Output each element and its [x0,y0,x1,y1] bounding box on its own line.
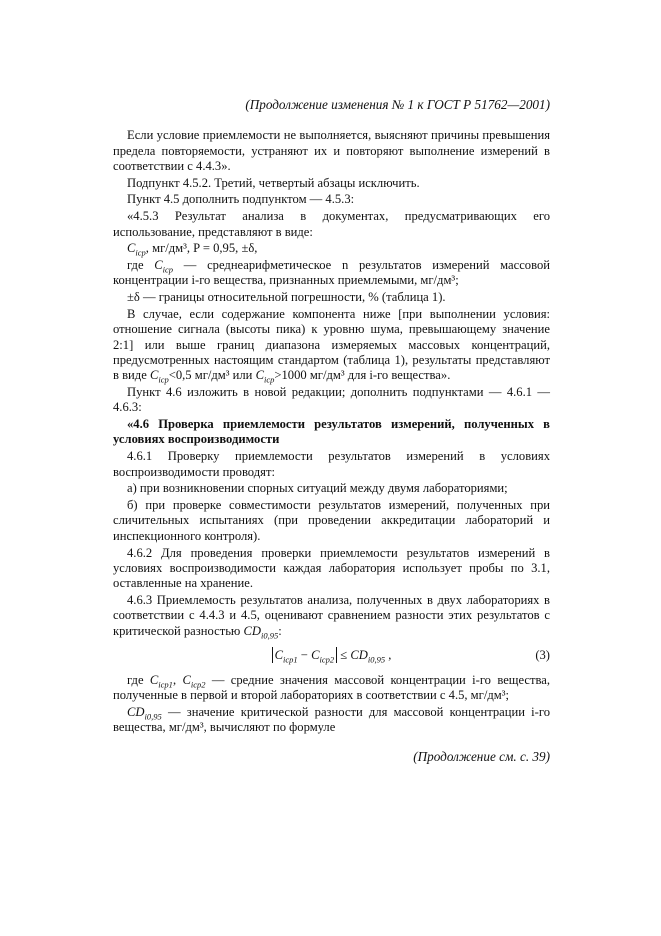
text-segment: — средние значения массовой концентрации i-го вещества, полученные в первой и второй лабораториях в соответствии с 4.5, мг/дм³; [113,672,551,703]
list-item-a: а) при возникновении спорных ситуаций между двумя лабораториями; [127,481,508,496]
list-item-b: б) при проверке совместимости результатов измерений, полученных при сличительных испытаниях (при проведении аккредитации лабораторий и инспекционного контроля). [113,498,550,543]
symbol-c: C [182,672,191,687]
minus-sign: − [297,647,312,662]
text-segment: В случае, если содержание компонента ниже [при выполнении условия: отношение сигнала (высоты пика) к уровню шума, превышающему значение 2:1] или выше границ диапазона измеряемых массовых концентраций, предусмотренных настоящим стандартом (таблица 1), результаты представляют в виде [113,307,550,383]
symbol-c: C [154,258,163,273]
symbol-c: C [149,368,159,383]
symbol-c: C [311,647,320,662]
symbol-c: C [127,241,136,256]
absolute-difference [272,647,338,663]
text-segment: — значение критической разности для массовой концентрации i-го вещества, мг/дм³, вычисляют по формуле [113,704,550,735]
symbol-subscript: icp1 [158,679,173,690]
paragraph-4-5-3: «4.5.3 Результат анализа в документах, предусматривающих его использование, представляют в виде: [113,209,550,239]
paragraph-4-6-change: Пункт 4.6 изложить в новой редакции; дополнить подпунктами — 4.6.1 — 4.6.3: [113,385,550,415]
text-segment: где [127,672,150,687]
symbol-cd: CD [350,647,368,662]
symbol-subscript: icp [158,374,169,385]
formula-3 [113,647,550,665]
symbol-subscript: i0,95 [144,711,162,722]
text-segment: : [278,623,282,638]
text-segment: где [127,258,155,273]
document-page [113,97,550,765]
symbol-cd: CD [127,704,145,719]
continuation-header: (Продолжение изменения № 1 к ГОСТ Р 51762—2001) [245,97,550,112]
paragraph-4-6-1: 4.6.1 Проверку приемлемости результатов измерений в условиях воспроизводимости проводят: [113,449,550,479]
symbol-c: C [149,672,159,687]
definition-cicp [113,258,550,289]
symbol-c: C [255,368,264,383]
result-form-rest: , мг/дм³, P = 0,95, ±δ, [145,241,258,256]
paragraph-4-6-3 [113,593,550,639]
paragraph-4-6-2: 4.6.2 Для проведения проверки приемлемости результатов измерений в условиях воспроизводимости каждая лаборатория использует пробы по 3.1, оставленные на хранение. [113,545,550,591]
text-segment: <0,5 мг/дм³ или [168,368,256,383]
symbol-subscript: icp [162,264,174,275]
section-heading-4-6: «4.6 Проверка приемлемости результатов измерений, полученных в условиях воспроизводимости [113,417,550,447]
symbol-subscript: icp [263,374,275,385]
symbol-cd: CD [243,623,261,638]
definition-cicp1-cicp2 [113,673,550,704]
definition-delta: ±δ — границы относительной погрешности, % (таблица 1). [127,290,446,305]
paragraph-4-5-add: Пункт 4.5 дополнить подпунктом — 4.5.3: [127,192,355,207]
paragraph-acceptance-fail: Если условие приемлемости не выполняется, выясняют причины превышения предела повторяемости, устраняют их и повторяют выполнение измерений в соответствии с 4.4.3». [113,128,550,173]
paragraph-4-5-2: Подпункт 4.5.2. Третий, четвертый абзацы исключить. [127,175,420,190]
symbol-subscript: icp [135,247,146,258]
text-segment: 4.6.3 Приемлемость результатов анализа, полученных в двух лабораториях в соответствии с 4.4.3 и 4.5, оценивают сравнением разности этих результатов с критической разностью [113,592,550,638]
symbol-subscript: icp2 [319,654,335,665]
definition-cd [113,705,550,736]
symbol-subscript: icp1 [283,654,298,665]
symbol-subscript: i0,95 [261,630,279,641]
formula-number: (3) [535,647,550,662]
paragraph-out-of-range [113,307,550,383]
text-segment: , [172,672,183,687]
text-segment: >1000 мг/дм³ для i-го вещества». [274,368,451,383]
continuation-footer: (Продолжение см. с. 39) [413,749,550,765]
result-form-line [113,241,550,256]
symbol-c: C [274,647,284,662]
symbol-subscript: icp2 [190,679,206,690]
symbol-subscript: i0,95 [367,654,386,665]
less-equal-sign: ≤ [337,647,351,662]
text-segment: , [385,647,392,662]
definition-text: — среднеарифметическое n результатов измерений массовой концентрации i-го вещества, признанных приемлемыми, мг/дм³; [113,258,550,288]
